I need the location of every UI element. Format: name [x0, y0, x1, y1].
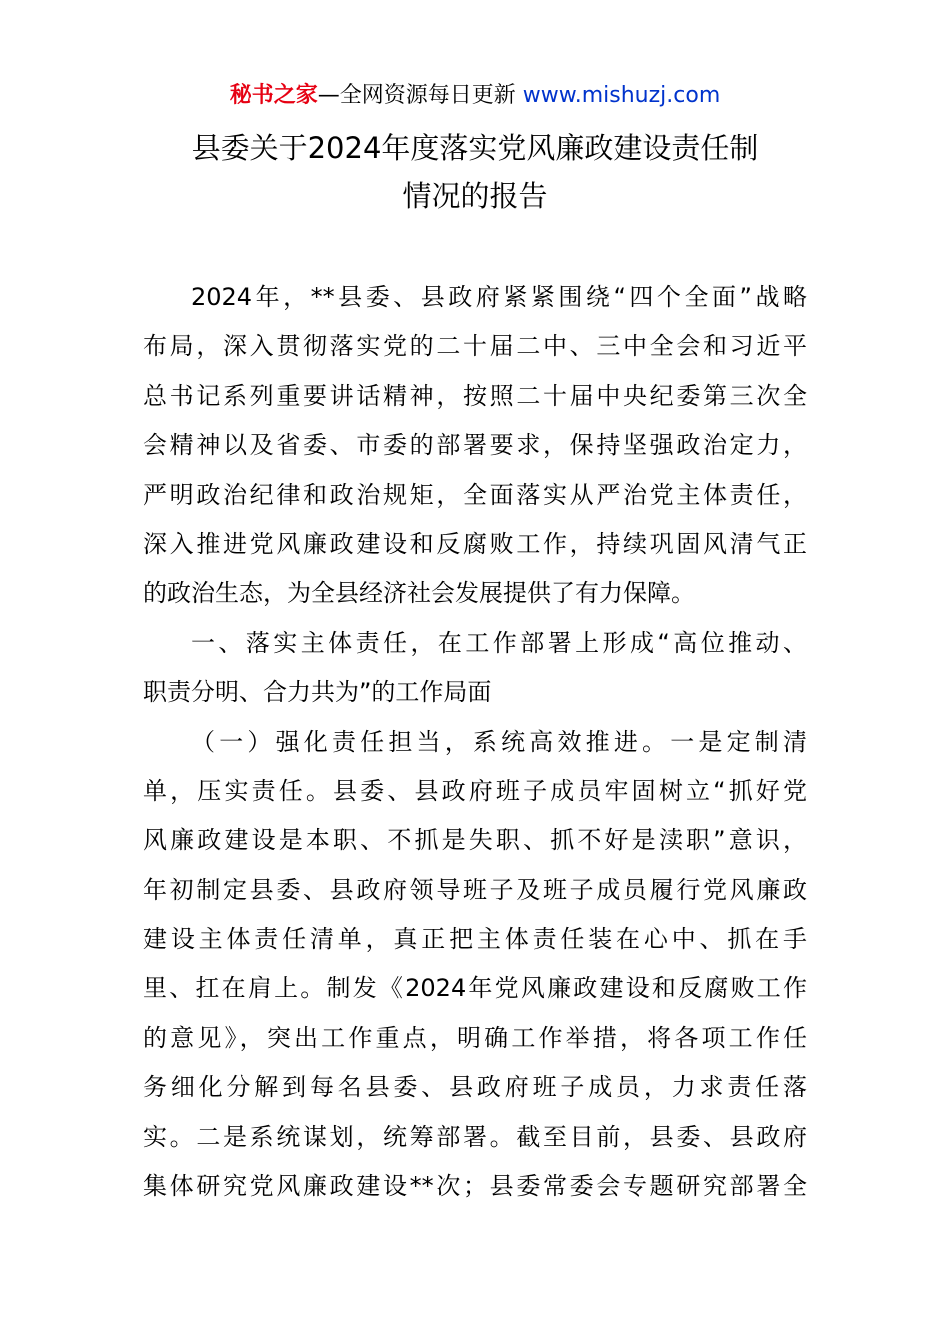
body-line: 单，压实责任。县委、县政府班子成员牢固树立“抓好党 [143, 776, 807, 805]
body-line: 风廉政建设是本职、不抓是失职、抓不好是渎职”意识， [143, 826, 807, 855]
body-line: 的意见》，突出工作重点，明确工作举措，将各项工作任 [143, 1023, 807, 1052]
body-line: 严明政治纪律和政治规矩，全面落实从严治党主体责任， [143, 480, 807, 509]
body-line: 集体研究党风廉政建设**次；县委常委会专题研究部署全 [143, 1172, 807, 1201]
title-line-2: 情况的报告 [402, 179, 548, 213]
body-line: 实。二是系统谋划，统筹部署。截至目前，县委、县政府 [143, 1122, 807, 1151]
site-url-link[interactable]: www.mishuzj.com [522, 83, 721, 108]
body-line: 建设主体责任清单，真正把主体责任装在心中、抓在手 [143, 925, 807, 954]
title-line-1: 县委关于2024年度落实党风廉政建设责任制 [191, 131, 759, 165]
body-line: 职责分明、合力共为”的工作局面 [143, 678, 492, 707]
body-line: 务细化分解到每名县委、县政府班子成员，力求责任落 [143, 1073, 807, 1102]
body-line: 年初制定县委、县政府领导班子及班子成员履行党风廉政 [143, 875, 807, 904]
body-line: 里、扛在肩上。制发《2024年党风廉政建设和反腐败工作 [143, 974, 807, 1003]
document-body [143, 273, 807, 1211]
site-tagline: —全网资源每日更新 [317, 83, 516, 108]
paragraph-intro [143, 273, 807, 619]
site-header [0, 80, 950, 112]
body-line: （一）强化责任担当，系统高效推进。一是定制清 [191, 727, 807, 756]
body-line: 布局，深入贯彻落实党的二十届二中、三中全会和习近平 [143, 332, 807, 361]
section-heading-1 [143, 619, 807, 718]
body-line: 的政治生态，为全县经济社会发展提供了有力保障。 [143, 579, 695, 608]
paragraph-subsection-1 [143, 718, 807, 1212]
body-line: 一、落实主体责任，在工作部署上形成“高位推动、 [191, 628, 807, 657]
body-line: 2024年，**县委、县政府紧紧围绕“四个全面”战略 [191, 283, 807, 311]
body-line: 深入推进党风廉政建设和反腐败工作，持续巩固风清气正 [143, 529, 807, 558]
body-line: 会精神以及省委、市委的部署要求，保持坚强政治定力， [143, 431, 807, 460]
body-line: 总书记系列重要讲话精神，按照二十届中央纪委第三次全 [143, 381, 807, 410]
document-title [0, 124, 950, 220]
site-brand: 秘书之家 [229, 83, 318, 108]
